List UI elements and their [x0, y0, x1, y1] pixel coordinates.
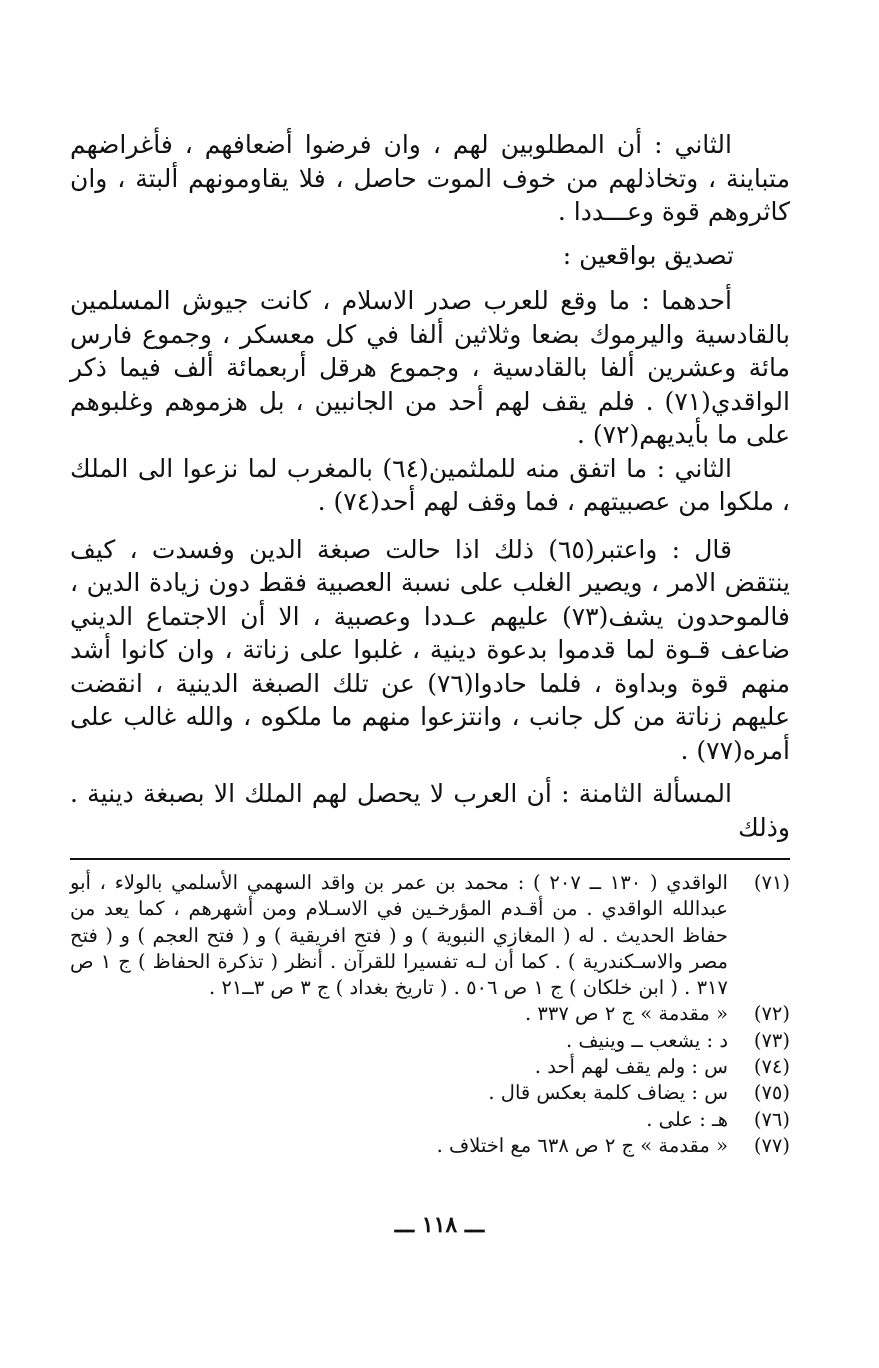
footnotes — [70, 870, 790, 1159]
footnote-text: هـ : على . — [646, 1107, 728, 1131]
footnote-text: د : يشعب ــ وينيف . — [565, 1028, 728, 1052]
page-number: ـــ ١١٨ ـــ — [394, 1212, 485, 1238]
footnote-divider — [70, 858, 790, 860]
footnote-number: (٧٧) — [753, 1133, 790, 1157]
page-body — [70, 128, 790, 1159]
footnote-item — [70, 1028, 790, 1054]
footnote-text: « مقدمة » ج ٢ ص ٦٣٨ مع اختلاف . — [436, 1133, 728, 1157]
footnote-item — [70, 1133, 790, 1159]
footnote-text: « مقدمة » ج ٢ ص ٣٣٧ . — [525, 1002, 728, 1026]
footnote-number: (٧٢) — [753, 1002, 790, 1026]
paragraph-second-event: الثاني : ما اتفق منه للملثمين(٦٤) بالمغرب لما نزعوا الى الملك ، ملكوا من عصبيتهم ، فما وقف لهم أحد(٧٤) . — [70, 453, 790, 516]
footnote-item — [70, 1054, 790, 1080]
footnote-item — [70, 1080, 790, 1106]
paragraph-eighth-issue: المسألة الثامنة : أن العرب لا يحصل لهم الملك الا بصبغة دينية . وذلك — [70, 779, 790, 842]
footnote-text: الواقدي ( ١٣٠ ــ ٢٠٧ ) : محمد بن عمر بن واقد السهمي الأسلمي بالولاء ، أبو عبدالله الواقدي . من أقـدم المؤرخـين في الاسـلام ومن أشهرهم ، كما يعد من حفاظ الحديث . له ( المغازي النبوية ) و ( فتح افريقية ) و ( فتح العجم ) و ( فتح مصر والاسـكندرية ) . كما أن لـه تفسيرا للقرآن . أنظر ( تذكرة الحفاظ ) ج ١ ص ٣١٧ . ( ابن خلكان ) ج ١ ص ٥٠٦ . ( تاريخ بغداد ) ج ٣ ص ٣ــ٢١ . — [70, 871, 729, 1000]
paragraph-quote: قال : واعتبر(٦٥) ذلك اذا حالت صبغة الدين وفسدت ، كيف ينتقض الامر ، ويصير الغلب على نسبة العصبية فقط دون زيادة الدين ، فالموحدون يشف(٧٣) عليهم عـددا وعصبية ، الا أن الاجتماع الديني ضاعف قـوة لما قدموا بدعوة دينية ، غلبوا على زناتة ، وان كانوا أشد منهم قوة وبداوة ، فلما حادوا(٧٦) عن تلك الصبغة الدينية ، انقضت عليهم زناتة من كل جانب ، وانتزعوا منهم ما ملكوه ، والله غالب على أمره(٧٧) . — [70, 534, 790, 765]
footnote-item — [70, 1001, 790, 1027]
paragraph-second-point: الثاني : أن المطلوبين لهم ، وان فرضوا أضعافهم ، فأغراضهم متباينة ، وتخاذلهم من خوف الموت حاصل ، فلا يقاومونهم ألبتة ، وان كاثروهم قوة وعـــددا . — [70, 130, 790, 226]
paragraph-first-event: أحدهما : ما وقع للعرب صدر الاسلام ، كانت جيوش المسلمين بالقادسية واليرموك بضعا وثلاثين ألفا في كل معسكر ، وجموع فارس مائة وعشرين ألفا بالقادسية ، وجموع هرقل أربعمائة ألف فيما ذكر الواقدي(٧١) . فلم يقف لهم أحد من الجانبين ، بل هزموهم وغلبوهم على ما بأيديهم(٧٢) . — [70, 286, 790, 449]
footnote-number: (٧٥) — [753, 1081, 790, 1105]
footnote-item — [70, 870, 790, 1001]
footnote-number: (٧٦) — [753, 1107, 790, 1131]
footnote-number: (٧٤) — [753, 1055, 790, 1079]
footnote-item — [70, 1107, 790, 1133]
footnote-text: س : يضاف كلمة بعكس قال . — [488, 1081, 728, 1105]
footnote-text: س : ولم يقف لهم أحد . — [534, 1055, 728, 1079]
footnote-number: (٧١) — [753, 871, 790, 894]
footnote-number: (٧٣) — [753, 1028, 790, 1052]
section-heading: تصديق بواقعين : — [562, 240, 734, 270]
